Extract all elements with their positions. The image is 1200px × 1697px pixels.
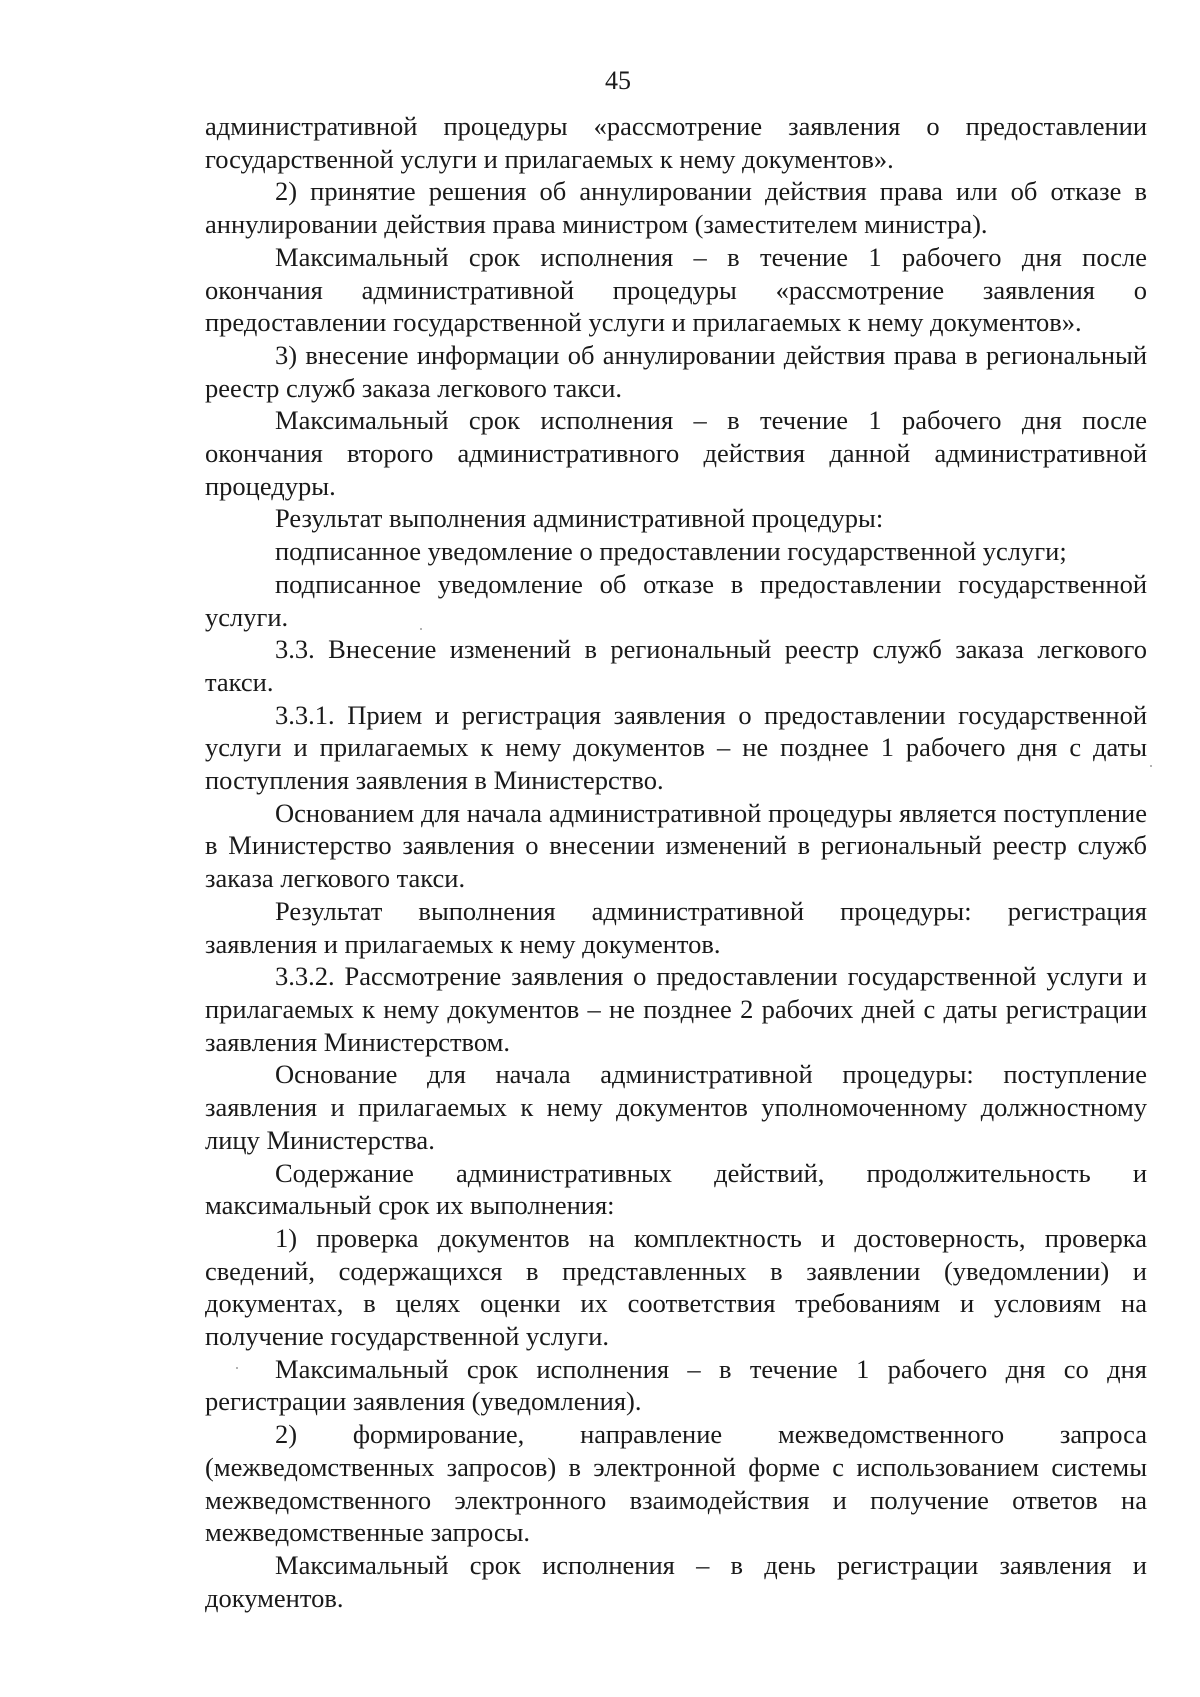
- paragraph-result-item: подписанное уведомление о предоставлении государственной услуги;: [275, 536, 1067, 567]
- paragraph-list-item-1: 1) проверка документов на комплектность и достоверность, проверка сведений, содержащихся в представленных в заявлении (уведомлении) и документах, в целях оценки их соответствия требованиям и условиям на получение государственной услуги.: [205, 1222, 1147, 1352]
- document-body: [205, 110, 1147, 1614]
- paragraph-result: Результат выполнения административной процедуры: регистрация заявления и прилагаемых к нему документов.: [205, 895, 1147, 959]
- paragraph-basis: Основанием для начала административной процедуры является поступление в Министерство заявления о внесении изменений в региональный реестр служб заказа легкового такси.: [205, 797, 1147, 894]
- paragraph-basis: Основание для начала административной процедуры: поступление заявления и прилагаемых к нему документов уполномоченному должностному лицу Министерства.: [205, 1059, 1147, 1155]
- page-number: 45: [605, 66, 631, 95]
- subsection-3-3-2: 3.3.2. Рассмотрение заявления о предоставлении государственной услуги и прилагаемых к нему документов – не позднее 2 рабочих дней с даты регистрации заявления Министерством.: [205, 961, 1147, 1057]
- paragraph-deadline: Максимальный срок исполнения – в течение 1 рабочего дня со дня регистрации заявления (уведомления).: [205, 1353, 1147, 1417]
- paragraph-deadline: Максимальный срок исполнения – в день регистрации заявления и документов.: [205, 1549, 1147, 1613]
- paragraph-deadline: Максимальный срок исполнения – в течение 1 рабочего дня после окончания второго административного действия данной административной процедуры.: [205, 405, 1147, 501]
- paragraph-list-item-3: 3) внесение информации об аннулировании действия права в региональный реестр служб заказа легкового такси.: [205, 339, 1147, 403]
- section-heading-3-3: 3.3. Внесение изменений в региональный реестр служб заказа легкового такси.: [205, 634, 1147, 697]
- paragraph-deadline: Максимальный срок исполнения – в течение 1 рабочего дня после окончания административной процедуры «рассмотрение заявления о предоставлении государственной услуги и прилагаемых к нему документов».: [205, 241, 1147, 338]
- paragraph-result-item: подписанное уведомление об отказе в предоставлении государственной услуги.: [205, 568, 1147, 632]
- scan-speck: [420, 628, 422, 630]
- scan-speck: [236, 1367, 238, 1369]
- paragraph-content: Содержание административных действий, продолжительность и максимальный срок их выполнения:: [205, 1157, 1147, 1221]
- paragraph-list-item-2: 2) формирование, направление межведомственного запроса (межведомственных запросов) в электронной форме с использованием системы межведомственного электронного взаимодействия и получение ответов на межведомственные запросы.: [205, 1419, 1147, 1548]
- paragraph-result-heading: Результат выполнения административной процедуры:: [275, 503, 884, 534]
- scan-speck: [1150, 765, 1152, 767]
- subsection-3-3-1: 3.3.1. Прием и регистрация заявления о предоставлении государственной услуги и прилагаемых к нему документов – не позднее 1 рабочего дня с даты поступления заявления в Министерство.: [205, 699, 1147, 796]
- paragraph-continuation: административной процедуры «рассмотрение заявления о предоставлении государственной услуги и прилагаемых к нему документов».: [205, 111, 1147, 174]
- paragraph-list-item-2: 2) принятие решения об аннулировании действия права или об отказе в аннулировании действия права министром (заместителем министра).: [205, 176, 1147, 240]
